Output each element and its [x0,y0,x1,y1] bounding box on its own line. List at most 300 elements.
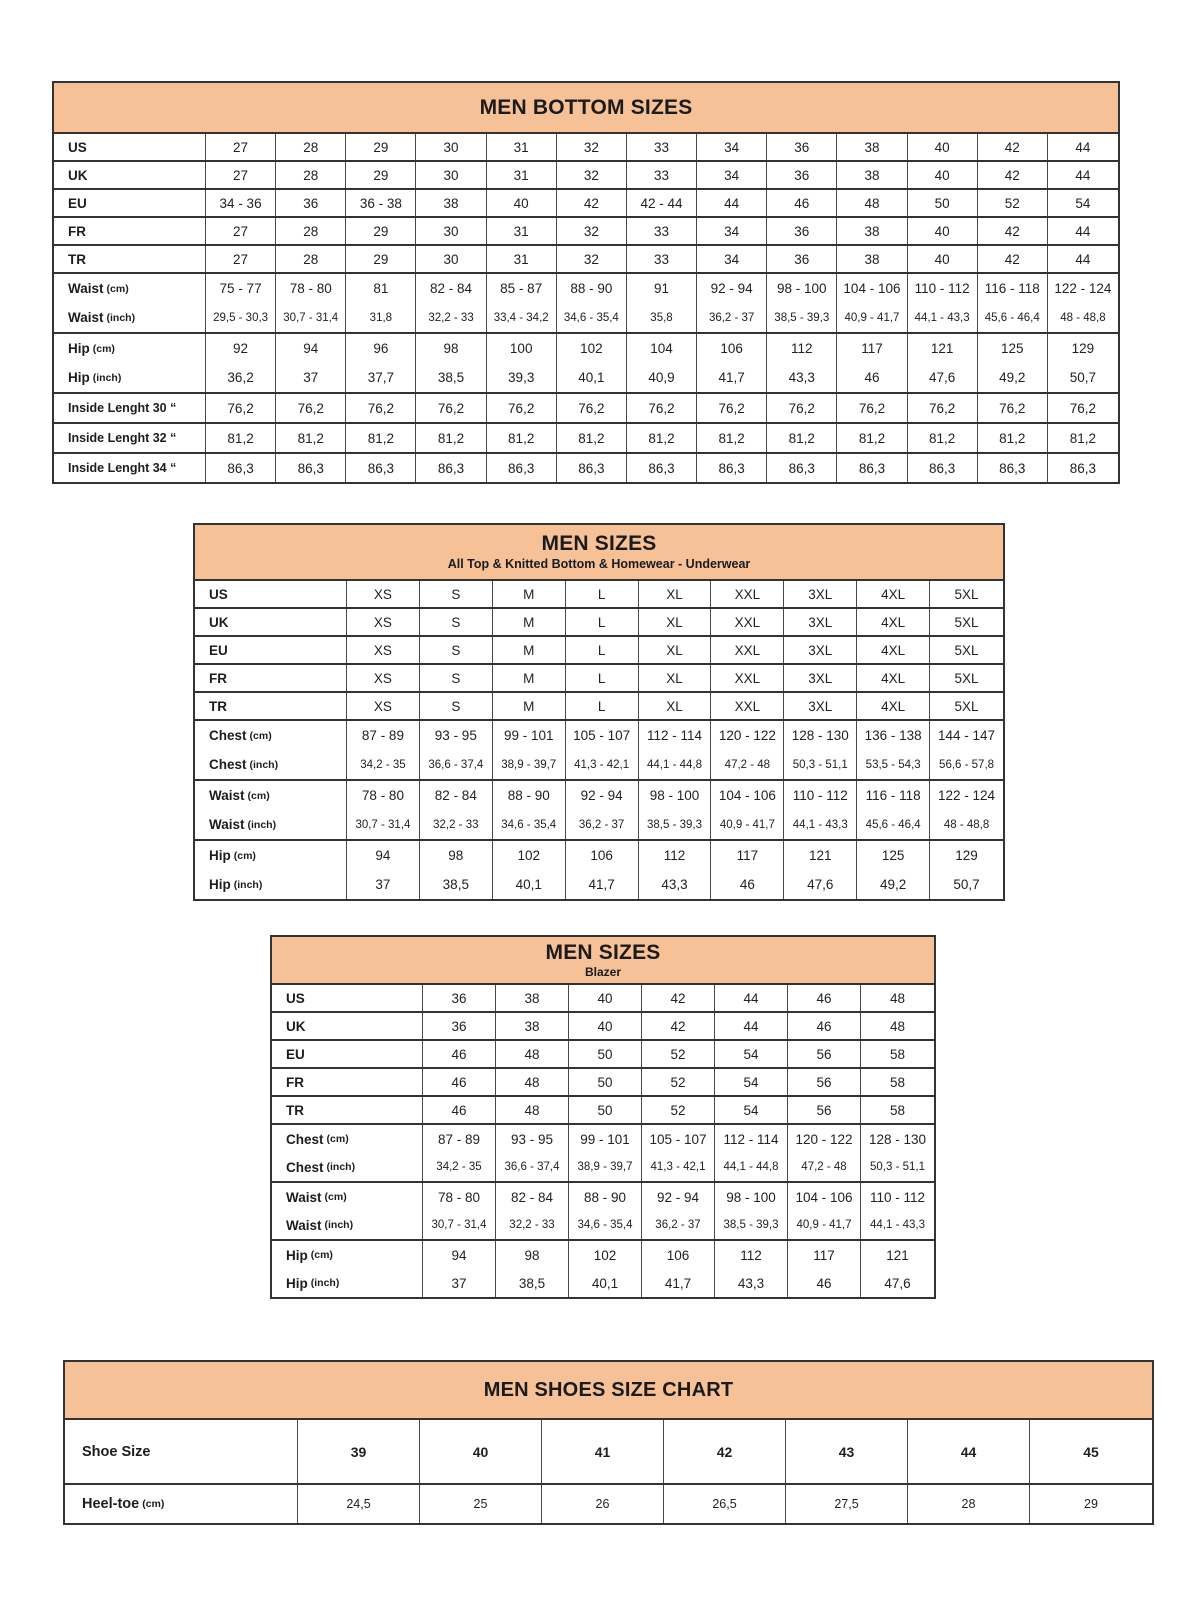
table-section [272,1039,934,1067]
table-row [195,637,1003,663]
size-cell: 44 [697,190,767,216]
table-section [272,1239,934,1297]
size-cell: 78 - 80 [423,1183,496,1211]
size-cell: 25 [420,1485,542,1523]
table-row [272,1269,934,1297]
size-cell: 98 [420,841,493,870]
table-section [54,332,1118,392]
row-label: Chest (inch) [195,750,347,779]
table-row [195,810,1003,839]
size-cell: 110 - 112 [869,1189,926,1205]
table-row [54,162,1118,188]
size-cell: 43,3 [767,363,837,392]
size-cell: 104 - 106 [788,1183,861,1211]
table-section [54,422,1118,452]
size-cell: 125 [978,334,1048,363]
row-label: Waist (inch) [195,810,347,839]
size-cell: 42 [978,218,1048,244]
size-cell: 45 [1083,1443,1099,1460]
size-cell: 34 [697,218,767,244]
size-cell: 86,3 [697,454,767,482]
table-title: MEN SIZES [545,940,661,964]
table-section [54,216,1118,244]
size-cell: 117 [711,841,784,870]
size-cell: 86,3 [206,454,276,482]
table-row [272,1211,934,1239]
size-cell: XL [639,581,712,607]
size-cell: 40,9 - 41,7 [837,303,907,332]
size-cell: 86,3 [557,454,627,482]
size-cell: 110 - 112 [784,781,857,810]
size-cell: 5XL [954,698,979,714]
size-cell: 37 [276,363,346,392]
size-cell: 120 - 122 [788,1125,861,1153]
size-cell: 105 - 107 [642,1125,715,1153]
size-cell: 58 [889,1102,906,1118]
size-cell: 30 [416,134,486,160]
size-cell: 40 [569,1013,642,1039]
size-cell: 38,5 - 39,3 [715,1211,788,1239]
size-cell: 91 [627,274,697,303]
size-cell: 33 [627,246,697,272]
size-cell: 44 [715,1013,788,1039]
row-label: Shoe Size [65,1420,298,1483]
size-cell: 42 [557,190,627,216]
table-section [54,134,1118,160]
size-cell: 27 [206,246,276,272]
table-row [195,665,1003,691]
size-cell: 4XL [857,581,930,607]
row-label: Waist (cm) [195,781,347,810]
size-cell: 54 [715,1069,788,1095]
size-cell: 33 [627,218,697,244]
size-cell: 42 - 44 [627,190,697,216]
size-cell: 29 [346,134,416,160]
size-cell: 47,6 [884,1275,911,1291]
size-cell: S [420,693,493,719]
size-cell: 50,7 [1069,370,1097,385]
row-label: UK [195,609,347,635]
size-cell: 104 [627,334,697,363]
table-section [65,1420,1152,1483]
size-cell: 41,3 - 42,1 [642,1153,715,1181]
table-section [195,779,1003,839]
size-cell: 93 - 95 [496,1125,569,1153]
table-row [272,1097,934,1123]
size-cell: L [566,609,639,635]
size-cell: 34,6 - 35,4 [569,1211,642,1239]
size-cell: 81,2 [1069,430,1097,446]
size-cell: 34,2 - 35 [423,1153,496,1181]
size-cell: 30 [416,246,486,272]
table-row [54,394,1118,422]
size-cell: S [420,637,493,663]
table-section [195,719,1003,779]
size-cell: 50,3 - 51,1 [870,1161,925,1173]
table-section [195,635,1003,663]
size-cell: 27 [206,162,276,188]
size-cell: 56 [788,1041,861,1067]
table-section [195,581,1003,607]
size-cell: 81,2 [487,424,557,452]
size-cell: 144 - 147 [938,728,996,743]
size-cell: 50 [569,1097,642,1123]
size-cell: 42 [664,1420,786,1483]
size-cell: XXL [711,637,784,663]
row-label: TR [272,1097,423,1123]
size-cell: 86,3 [346,454,416,482]
size-cell: 122 - 124 [1054,281,1112,296]
size-cell: 36,6 - 37,4 [496,1153,569,1181]
size-cell: 76,2 [487,394,557,422]
size-cell: 35,8 [627,303,697,332]
size-cell: 38,9 - 39,7 [569,1153,642,1181]
table-header [65,1362,1152,1420]
row-label: Waist (inch) [272,1211,423,1239]
table-body [272,985,934,1297]
size-cell: 43,3 [639,870,712,899]
table-row [272,1241,934,1269]
table-body [195,581,1003,899]
size-cell: 38 [837,134,907,160]
size-cell: 46 [837,363,907,392]
size-cell: 36 [767,218,837,244]
size-cell: 44,1 - 44,8 [715,1153,788,1181]
table-header [54,83,1118,134]
size-cell: 81,2 [837,424,907,452]
size-cell: 30 [416,218,486,244]
size-cell: 50 [569,1041,642,1067]
size-cell: 47,2 - 48 [788,1153,861,1181]
size-cell: 56 [788,1097,861,1123]
table-row [54,190,1118,216]
size-cell: 128 - 130 [784,721,857,750]
size-cell: 46 [711,870,784,899]
size-cell: 36,6 - 37,4 [420,750,493,779]
size-cell: 36 [423,985,496,1011]
size-cell: 44 [1075,251,1091,267]
size-cell: 106 [566,841,639,870]
size-cell: 30,7 - 31,4 [347,810,420,839]
table-section [54,392,1118,422]
size-cell: 81,2 [697,424,767,452]
size-cell: 117 [788,1241,861,1269]
size-cell: XL [639,693,712,719]
row-label: Hip (cm) [54,334,206,363]
size-cell: M [493,637,566,663]
size-cell: 48 [837,190,907,216]
size-cell: 88 - 90 [569,1183,642,1211]
size-cell: 34,2 - 35 [347,750,420,779]
size-cell: 81,2 [416,424,486,452]
size-cell: 36,2 - 37 [697,303,767,332]
size-cell: 48 [889,1018,906,1034]
size-cell: 41 [542,1420,664,1483]
size-cell: 5XL [954,670,979,686]
size-cell: 39 [298,1420,420,1483]
table-section [54,160,1118,188]
size-cell: 32,2 - 33 [416,303,486,332]
size-cell: 27,5 [786,1485,908,1523]
size-cell: 38,9 - 39,7 [493,750,566,779]
size-cell: 47,2 - 48 [711,750,784,779]
size-cell: 28 [908,1485,1030,1523]
table-subtitle: All Top & Knitted Bottom & Homewear - Underwear [447,557,751,572]
size-cell: L [566,665,639,691]
table-row [54,134,1118,160]
table-section [272,1067,934,1095]
size-cell: 41,7 [566,870,639,899]
size-cell: 92 - 94 [566,781,639,810]
table-men-sizes-top [193,523,1005,901]
row-label: FR [195,665,347,691]
size-cell: 52 [642,1041,715,1067]
table-header [195,525,1003,581]
size-cell: 33 [627,134,697,160]
size-cell: 49,2 [857,870,930,899]
table-row [195,750,1003,779]
size-cell: 121 [886,1247,909,1263]
table-men-shoes-size-chart [63,1360,1154,1525]
table-header [272,937,934,985]
size-cell: 48 [496,1069,569,1095]
table-row [54,218,1118,244]
size-cell: XS [347,665,420,691]
size-cell: 76,2 [627,394,697,422]
row-label: EU [272,1041,423,1067]
size-cell: 40,9 - 41,7 [711,810,784,839]
table-row [272,1041,934,1067]
size-cell: 40,1 [557,363,627,392]
size-cell: 33 [627,162,697,188]
size-cell: 38 [496,985,569,1011]
size-cell: 98 [496,1241,569,1269]
size-cell: 56,6 - 57,8 [939,758,995,771]
size-cell: 40,9 [627,363,697,392]
size-cell: 31 [487,134,557,160]
size-cell: 47,6 [784,870,857,899]
size-cell: 82 - 84 [496,1183,569,1211]
table-section [195,663,1003,691]
size-cell: 5XL [954,614,979,630]
size-cell: 4XL [857,665,930,691]
size-cell: 86,3 [978,454,1048,482]
size-cell: 34,6 - 35,4 [493,810,566,839]
row-label: Hip (cm) [195,841,347,870]
size-cell: XL [639,609,712,635]
size-cell: 46 [788,985,861,1011]
size-cell: 44 [1075,167,1091,183]
size-cell: 44 [715,985,788,1011]
size-cell: 44 [1075,223,1091,239]
size-cell: 98 - 100 [767,274,837,303]
size-cell: 52 [642,1069,715,1095]
size-cell: 26,5 [664,1485,786,1523]
table-row [54,246,1118,272]
size-cell: 32 [557,246,627,272]
size-cell: 82 - 84 [416,274,486,303]
size-cell: 99 - 101 [493,721,566,750]
size-cell: 32 [557,162,627,188]
size-cell: 40 [569,985,642,1011]
size-cell: 102 [557,334,627,363]
table-row [54,274,1118,303]
size-cell: 40 [487,190,557,216]
size-cell: 75 - 77 [206,274,276,303]
size-cell: S [420,581,493,607]
size-cell: 81,2 [206,424,276,452]
table-men-bottom-sizes [52,81,1120,484]
table-body [54,134,1118,482]
table-body [65,1420,1152,1523]
size-cell: 45,6 - 46,4 [857,810,930,839]
size-cell: 121 [784,841,857,870]
table-row [195,693,1003,719]
size-cell: 38 [837,162,907,188]
size-cell: 32,2 - 33 [420,810,493,839]
table-section [65,1483,1152,1523]
size-cell: 36,2 [206,363,276,392]
size-cell: 112 - 114 [639,721,712,750]
size-cell: 44,1 - 43,3 [870,1219,925,1231]
size-cell: 40 [420,1420,542,1483]
table-title: MEN SIZES [541,531,657,555]
size-cell: 96 [346,334,416,363]
size-cell: 42 [978,246,1048,272]
size-cell: 88 - 90 [493,781,566,810]
size-cell: 92 - 94 [642,1183,715,1211]
table-section [195,839,1003,899]
size-cell: 43,3 [715,1269,788,1297]
size-cell: 3XL [784,665,857,691]
size-cell: 94 [347,841,420,870]
size-cell: 30 [416,162,486,188]
size-cell: 81,2 [767,424,837,452]
size-cell: 41,7 [697,363,767,392]
size-cell: 36 [767,162,837,188]
size-cell: 81,2 [908,424,978,452]
size-cell: 94 [423,1241,496,1269]
size-cell: 36 [423,1013,496,1039]
row-label: Inside Lenght 30 “ [54,394,206,422]
size-cell: 86,3 [1069,460,1097,476]
table-row [195,721,1003,750]
size-cell: 82 - 84 [420,781,493,810]
size-cell: 98 - 100 [639,781,712,810]
row-label: Hip (inch) [54,363,206,392]
size-cell: 54 [715,1097,788,1123]
size-cell: 38,5 [416,363,486,392]
size-cell: 36 [767,134,837,160]
size-cell: XS [347,693,420,719]
row-label: Chest (inch) [272,1153,423,1181]
row-label: TR [54,246,206,272]
size-cell: 52 [978,190,1048,216]
size-cell: 48 [496,1097,569,1123]
table-subtitle: Blazer [584,964,622,979]
size-cell: 44,1 - 43,3 [784,810,857,839]
size-cell: 112 [715,1241,788,1269]
size-cell: 46 [788,1269,861,1297]
table-row [272,1125,934,1153]
table-section [272,985,934,1011]
size-cell: 3XL [784,581,857,607]
size-cell: 46 [788,1013,861,1039]
size-cell: 86,3 [908,454,978,482]
size-cell: 125 [857,841,930,870]
size-cell: 98 [416,334,486,363]
size-cell: 129 [1071,341,1095,356]
size-cell: 98 - 100 [715,1183,788,1211]
size-cell: 81,2 [557,424,627,452]
size-cell: 53,5 - 54,3 [857,750,930,779]
size-cell: 76,2 [767,394,837,422]
size-cell: 48 - 48,8 [1060,311,1106,324]
size-cell: 31,8 [346,303,416,332]
size-cell: 122 - 124 [938,788,996,803]
size-cell: M [493,693,566,719]
table-row [54,424,1118,452]
size-cell: 76,2 [1069,400,1097,416]
size-cell: 85 - 87 [487,274,557,303]
table-title: MEN SHOES SIZE CHART [483,1379,734,1401]
size-cell: 117 [837,334,907,363]
size-cell: 88 - 90 [557,274,627,303]
size-cell: 76,2 [557,394,627,422]
size-cell: 40 [908,246,978,272]
size-cell: 121 [908,334,978,363]
row-label: UK [272,1013,423,1039]
size-cell: 41,7 [642,1269,715,1297]
size-cell: S [420,665,493,691]
size-cell: 50 [569,1069,642,1095]
size-cell: XS [347,581,420,607]
size-cell: S [420,609,493,635]
size-cell: 5XL [954,586,979,602]
size-cell: XXL [711,581,784,607]
table-row [272,1183,934,1211]
size-cell: 36 [276,190,346,216]
size-cell: 94 [276,334,346,363]
size-cell: 104 - 106 [711,781,784,810]
row-label: Waist (cm) [272,1183,423,1211]
table-section [272,1123,934,1181]
row-label: Hip (inch) [272,1269,423,1297]
size-cell: 38 [496,1013,569,1039]
size-cell: XXL [711,665,784,691]
size-cell: M [493,665,566,691]
row-label: Hip (cm) [272,1241,423,1269]
size-cell: 37,7 [346,363,416,392]
size-cell: 29 [346,162,416,188]
size-cell: 76,2 [837,394,907,422]
table-title: MEN BOTTOM SIZES [479,95,693,119]
size-cell: 102 [493,841,566,870]
size-cell: 3XL [784,609,857,635]
size-cell: XXL [711,609,784,635]
size-cell: 112 [639,841,712,870]
size-cell: 136 - 138 [857,721,930,750]
size-cell: 40,1 [493,870,566,899]
table-row [54,363,1118,392]
table-row [195,781,1003,810]
row-label: US [195,581,347,607]
size-cell: 40,1 [569,1269,642,1297]
table-row [272,985,934,1011]
table-row [272,1069,934,1095]
size-cell: 81,2 [276,424,346,452]
size-cell: L [566,693,639,719]
